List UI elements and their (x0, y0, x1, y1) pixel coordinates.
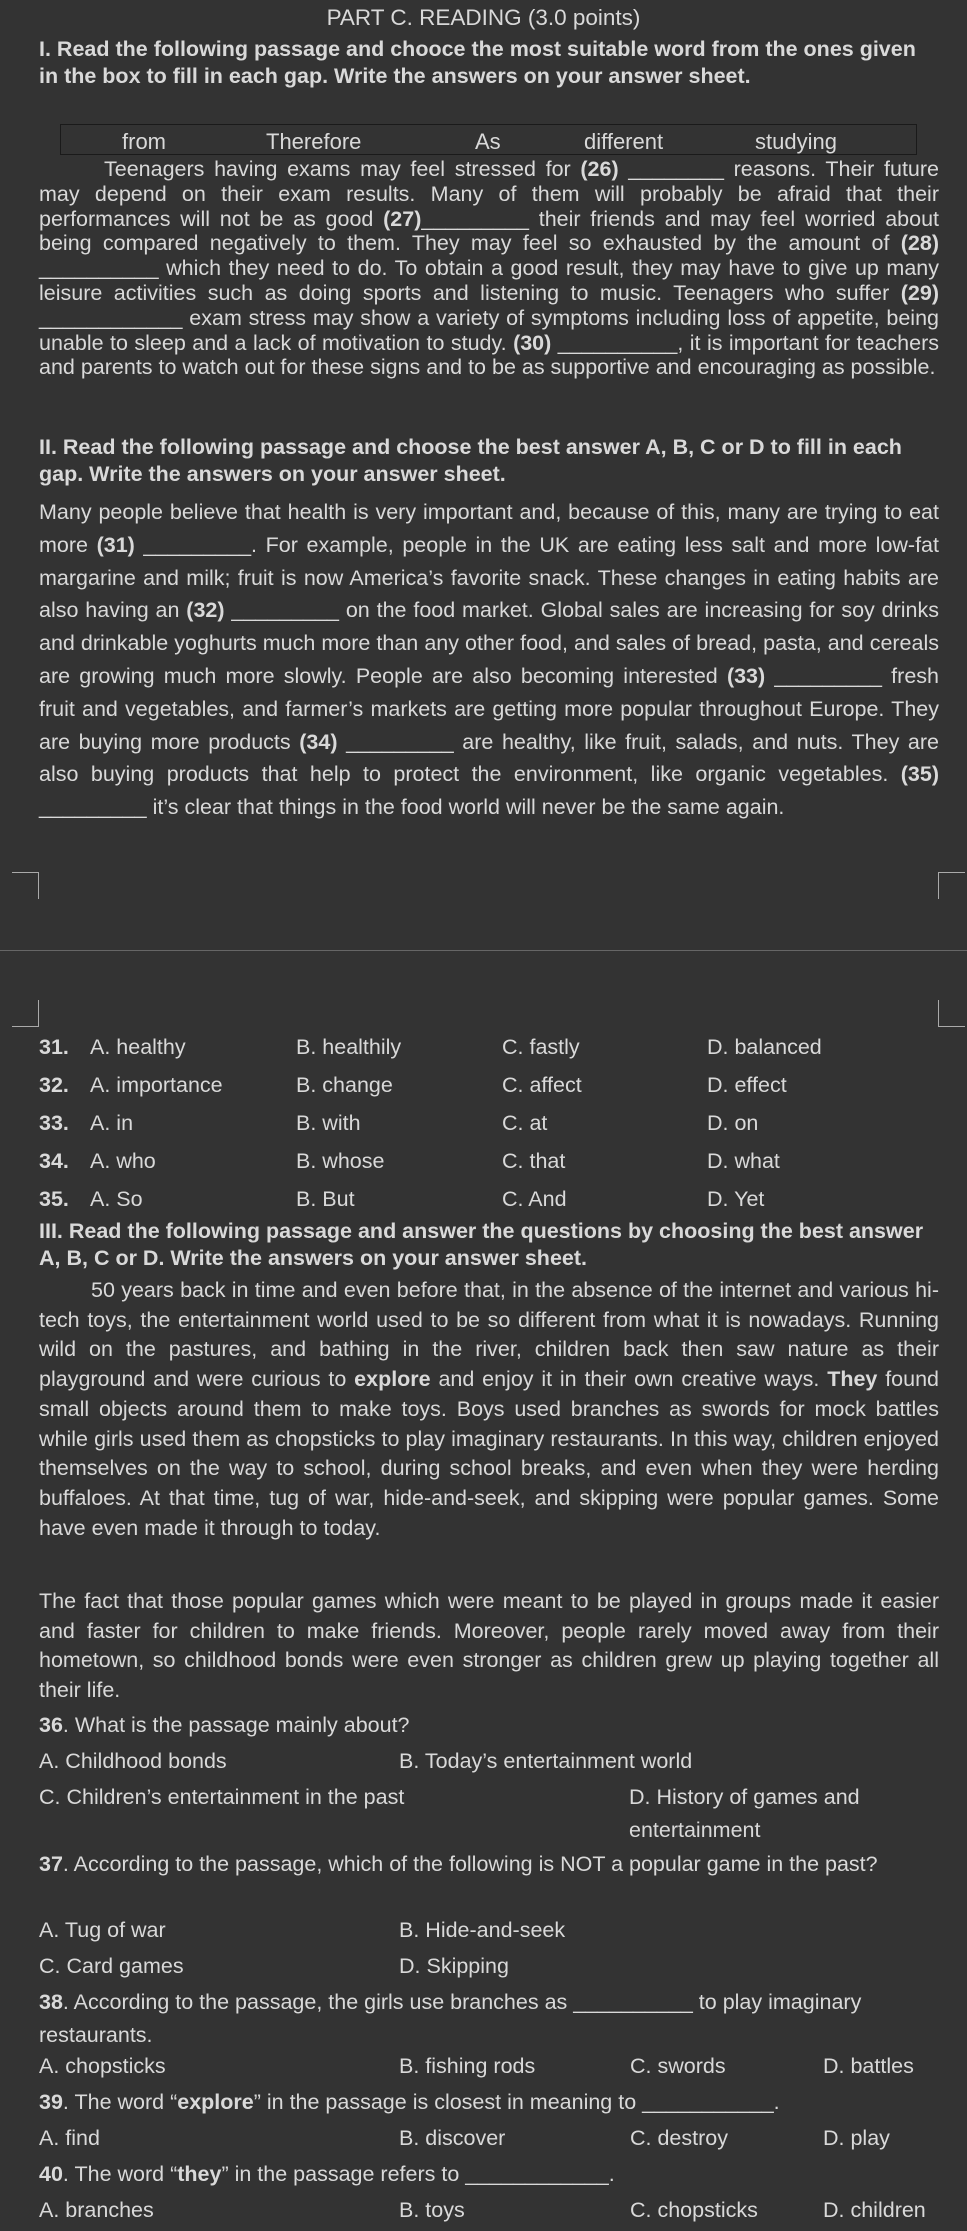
option-a[interactable]: A. find (39, 2126, 100, 2150)
word-box-item: different (584, 129, 664, 154)
option-a[interactable]: A. in (90, 1111, 134, 1135)
question-number: 32. (39, 1073, 69, 1097)
word-box-item: Therefore (266, 129, 362, 154)
option-d[interactable]: D. play (823, 2126, 890, 2150)
keyword-explore: explore (354, 1367, 431, 1392)
option-a[interactable]: A. chopsticks (39, 2054, 166, 2078)
option-a[interactable]: A. healthy (90, 1035, 186, 1059)
option-b[interactable]: B. with (296, 1111, 361, 1135)
option-d[interactable]: D. Skipping (399, 1954, 509, 1978)
option-d[interactable]: D. on (707, 1111, 759, 1135)
option-b[interactable]: B. whose (296, 1149, 385, 1173)
gap-label: (31) (96, 532, 135, 557)
option-c[interactable]: C. chopsticks (630, 2198, 758, 2222)
option-a[interactable]: A. importance (90, 1073, 223, 1097)
question-row (39, 1108, 939, 1138)
question-number: 35. (39, 1187, 69, 1211)
option-c[interactable]: C. that (502, 1149, 566, 1173)
option-b[interactable]: B. discover (399, 2126, 506, 2150)
gap-label: (34) (299, 729, 338, 754)
option-b[interactable]: B. But (296, 1187, 355, 1211)
question-row (39, 1032, 939, 1062)
question-40: 40. The word “they” in the passage refers to ____________. (39, 2162, 615, 2186)
question-38: 38. According to the passage, the girls use branches as __________ to play imaginary restaurants. (39, 1990, 862, 2047)
option-b[interactable]: B. fishing rods (399, 2054, 536, 2078)
option-b[interactable]: B. Today’s entertainment world (399, 1749, 693, 1773)
word-box-item: from (122, 129, 166, 154)
question-row (39, 1184, 939, 1214)
option-b[interactable]: B. Hide-and-seek (399, 1918, 566, 1942)
option-a[interactable]: A. branches (39, 2198, 154, 2222)
option-a[interactable]: A. Childhood bonds (39, 1749, 227, 1773)
gap-label: (30) (513, 330, 552, 355)
option-d[interactable]: D. Yet (707, 1187, 765, 1211)
question-37: 37. According to the passage, which of the following is NOT a popular game in the past? (39, 1852, 878, 1876)
page-title: PART C. READING (3.0 points) (326, 5, 641, 30)
option-d[interactable]: D. what (707, 1149, 780, 1173)
option-d[interactable]: D. balanced (707, 1035, 822, 1059)
gap-label: (32) (186, 598, 225, 623)
page-corner-mark (12, 872, 39, 899)
question-36: 36. What is the passage mainly about? (39, 1713, 410, 1737)
gap-label: (28) (900, 231, 939, 256)
section3-paragraph-2: The fact that those popular games which were meant to be played in groups made it easier and faster for children to make friends. Moreover, people rarely moved away from their hometown, so childhood bonds were even stronger as children grew up playing together all their life. (39, 1589, 939, 1703)
option-d[interactable]: D. children (823, 2198, 926, 2222)
section3-paragraph-1: 50 years back in time and even before that, in the absence of the internet and various hi-tech toys, the entertainment world used to be so different from what it is nowadays. Running wild on the pastures, and bathing in the river, children back then saw nature as their playground and were curious to explore and enjoy it in their own creative ways. They found small objects around them to make toys. Boys used branches as swords for mock battles while girls used them as chopsticks to play imaginary restaurants. In this way, children enjoyed themselves on the way to school, during school breaks, and even when they were herding buffaloes. At that time, tug of war, hide-and-seek, and skipping were popular games. Some have even made it through to today. (39, 1278, 940, 1540)
option-c[interactable]: C. destroy (630, 2126, 728, 2150)
option-c[interactable]: C. swords (630, 2054, 726, 2078)
option-c[interactable]: C. And (502, 1187, 567, 1211)
gap-label: (29) (900, 280, 939, 305)
word-box-item: As (475, 129, 501, 154)
option-c[interactable]: C. affect (502, 1073, 582, 1097)
option-c[interactable]: C. fastly (502, 1035, 580, 1059)
option-d[interactable]: D. effect (707, 1073, 787, 1097)
section3-heading: III. Read the following passage and answer the questions by choosing the best answer A, B, C or D. Write the answers on your answer sheet. (39, 1219, 924, 1270)
option-d[interactable]: D. History of games and entertainment (629, 1785, 860, 1842)
option-c[interactable]: C. Card games (39, 1954, 184, 1978)
question-row (39, 1146, 939, 1176)
page-corner-mark (12, 1000, 39, 1027)
question-number: 34. (39, 1149, 69, 1173)
gap-label: (27) (383, 206, 422, 231)
section1-passage: Teenagers having exams may feel stressed for (26) ________ reasons. Their future may depend on their exam results. Many of them will probably be afraid that their performances will not be as good (27)_________ their friends and may feel worried about being compared negatively to them. They may feel so exhausted by the amount of (28) __________ which they need to do. To obtain a good result, they may have to give up many leisure activities such as doing sports and listening to music. Teenagers who suffer (29) ____________ exam stress may show a variety of symptoms including loss of appetite, being unable to sleep and a lack of motivation to study. (30) __________, it is important for teachers and parents to watch out for these signs and to be as supportive and encouraging as possible. (39, 157, 939, 380)
option-c[interactable]: C. at (502, 1111, 548, 1135)
page-corner-mark (938, 872, 965, 899)
option-a[interactable]: A. So (90, 1187, 143, 1211)
question-row (39, 1070, 939, 1100)
section2-heading: II. Read the following passage and choose the best answer A, B, C or D to fill in each gap. Write the answers on your answer sheet. (39, 435, 902, 486)
option-c[interactable]: C. Children’s entertainment in the past (39, 1785, 405, 1809)
option-b[interactable]: B. change (296, 1073, 393, 1097)
question-number: 31. (39, 1035, 69, 1059)
gap-label: (26) (580, 157, 619, 181)
option-a[interactable]: A. who (90, 1149, 156, 1173)
gap-label: (33) (726, 663, 766, 688)
option-b[interactable]: B. toys (399, 2198, 465, 2222)
section1-heading: I. Read the following passage and chooce the most suitable word from the ones given in the box to fill in each gap. Write the answers on your answer sheet. (39, 37, 916, 88)
word-box (60, 124, 917, 155)
option-a[interactable]: A. Tug of war (39, 1918, 166, 1942)
section2-passage: Many people believe that health is very important and, because of this, many are trying to eat more (31) _________. For example, people in the UK are eating less salt and more low-fat margarine and milk; fruit is now America’s favorite snack. These changes in eating habits are also having an (32) _________ on the food market. Global sales are increasing for soy drinks and drinkable yoghurts much more than any other food, and sales of bread, pasta, and cereals are growing much more slowly. People are also becoming interested (33) _________ fresh fruit and vegetables, and farmer’s markets are getting more popular throughout Europe. They are buying more products (34) _________ are healthy, like fruit, salads, and nuts. They are also buying products that help to protect the environment, like organic vegetables. (35) _________ it’s clear that things in the food world will never be the same again. (39, 500, 940, 820)
question-39: 39. The word “explore” in the passage is closest in meaning to ___________. (39, 2090, 780, 2114)
option-b[interactable]: B. healthily (296, 1035, 402, 1059)
page-corner-mark (938, 1000, 965, 1027)
option-d[interactable]: D. battles (823, 2054, 914, 2078)
question-number: 33. (39, 1111, 69, 1135)
page-break-divider (0, 950, 967, 951)
gap-label: (35) (900, 762, 939, 787)
word-box-item: studying (755, 129, 837, 154)
keyword-they: They (827, 1367, 878, 1392)
